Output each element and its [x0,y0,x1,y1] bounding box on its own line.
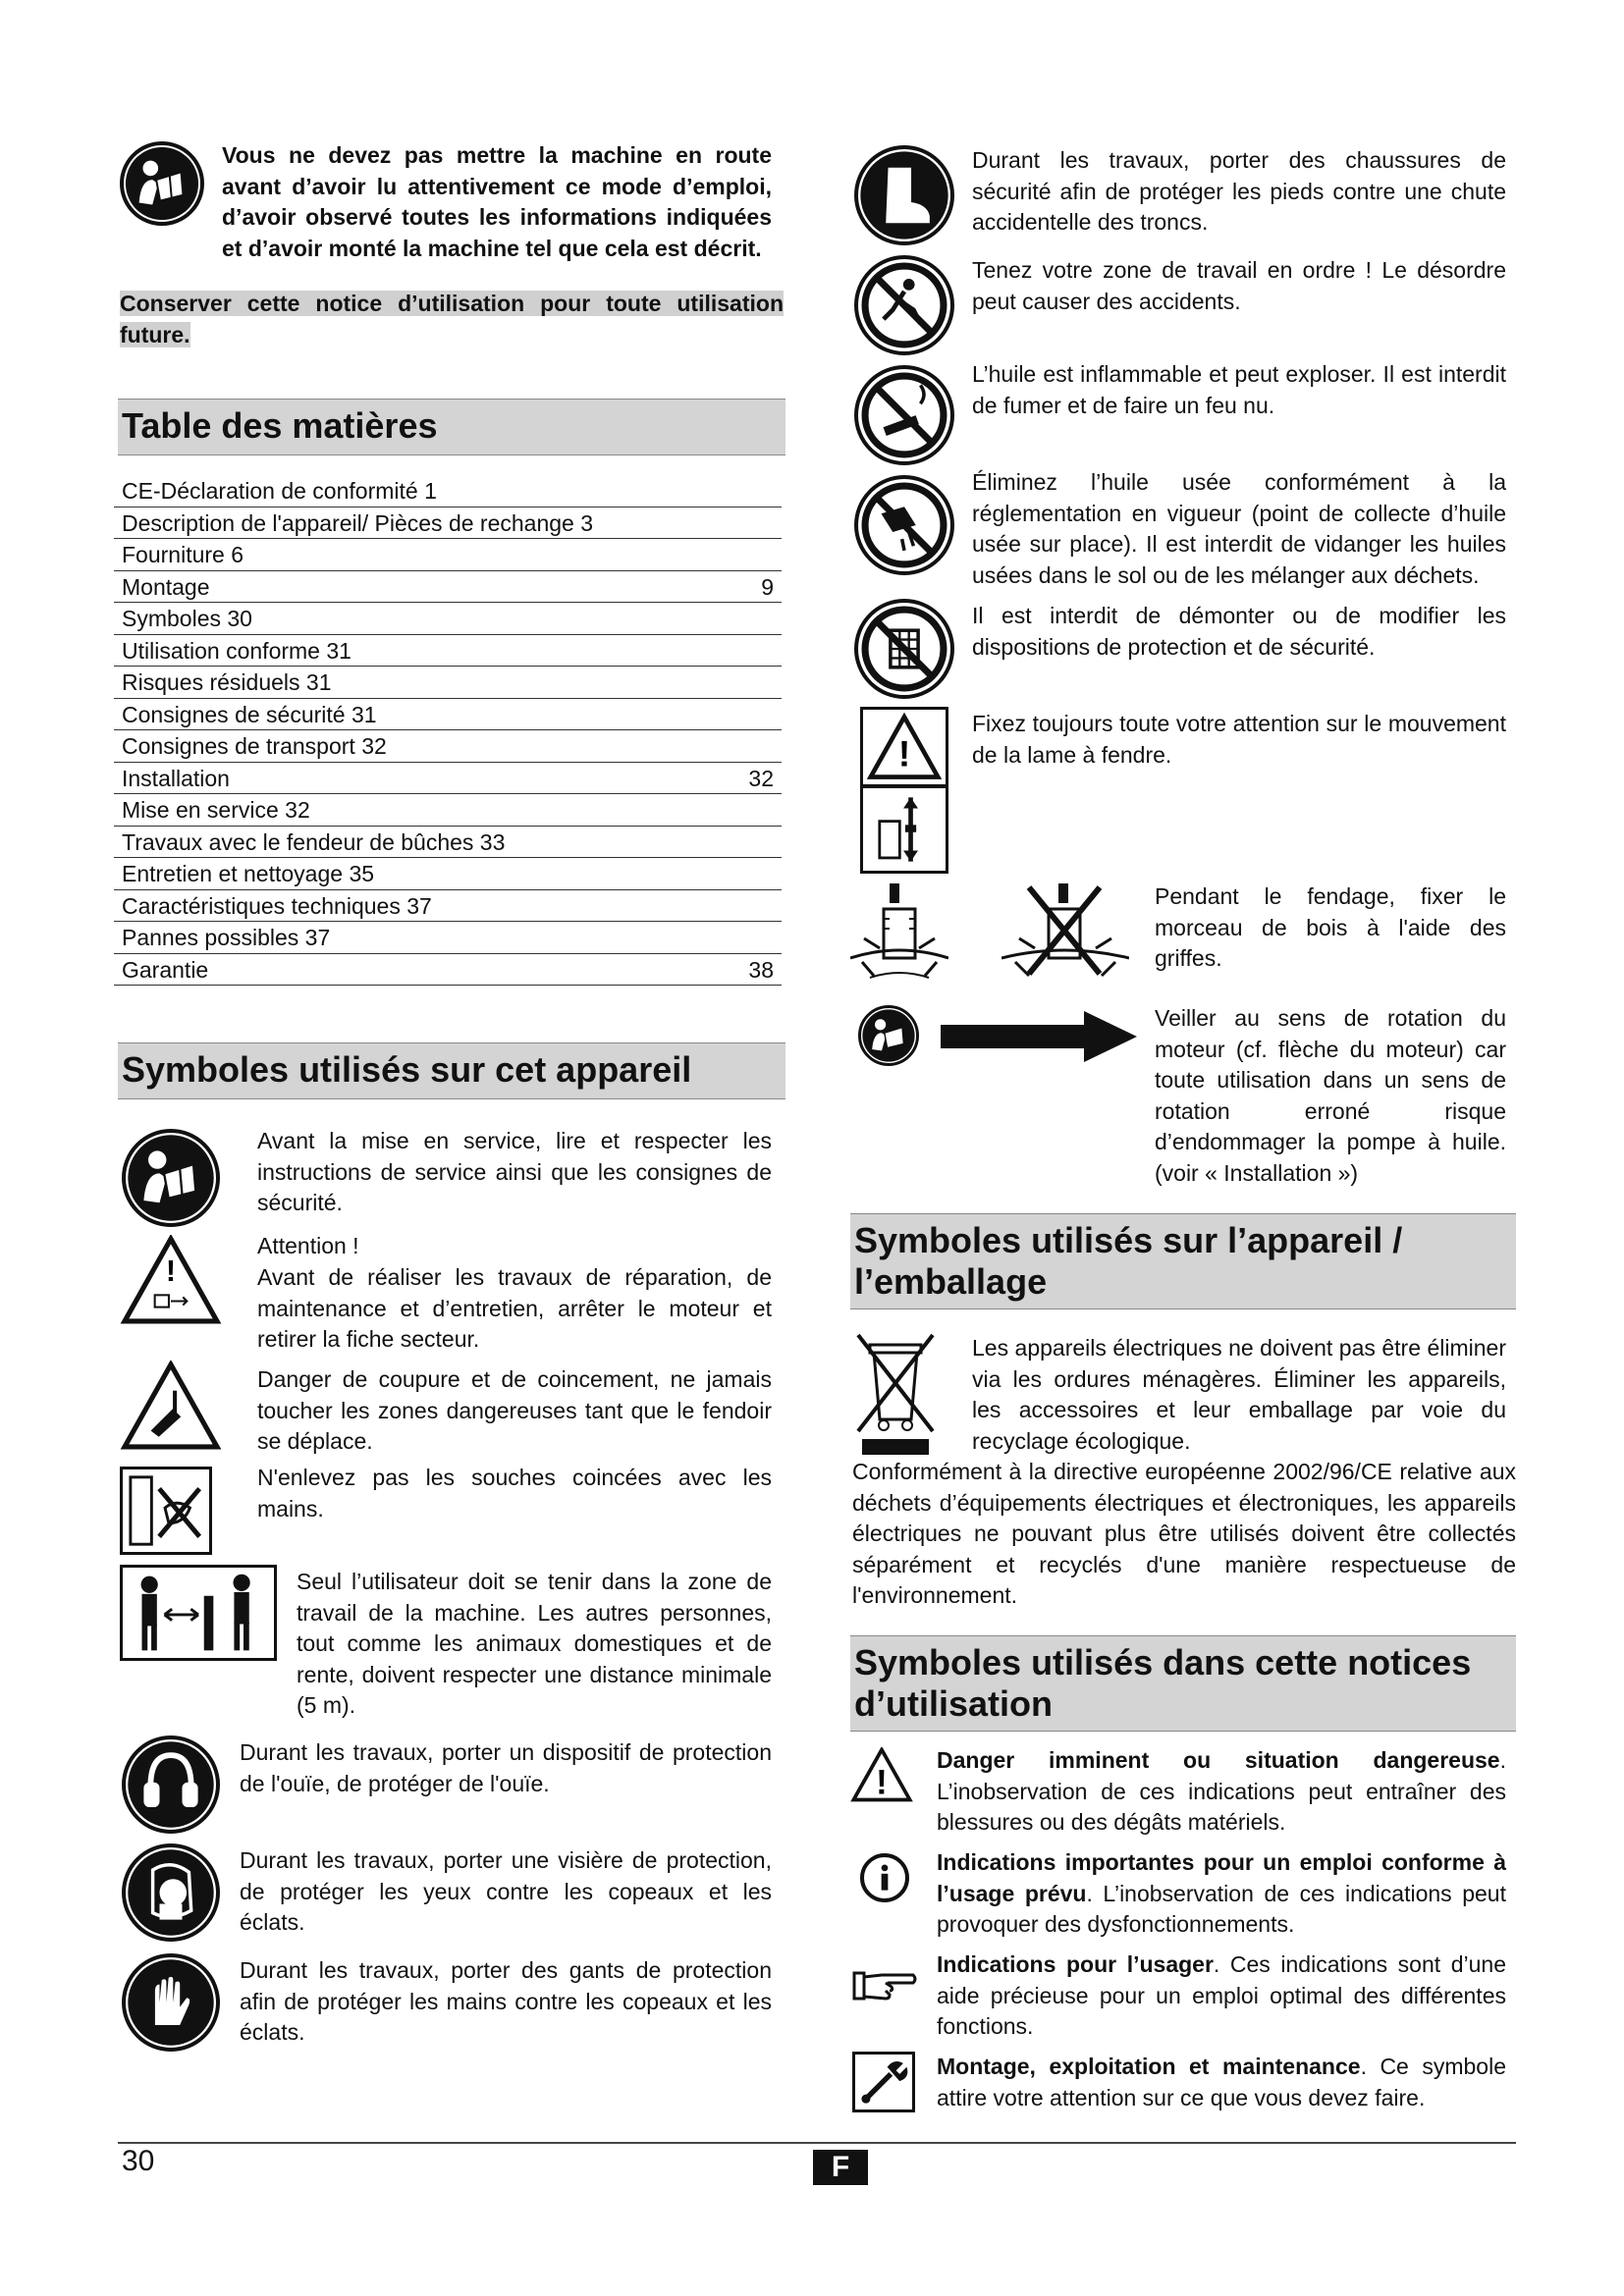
claws-correct-icon [850,880,948,988]
toc-row [114,827,782,859]
svg-text:!: ! [876,1763,888,1802]
toc-page: 32 [748,765,774,791]
svg-text:!: ! [165,1255,177,1289]
no-hands-stump-icon [120,1467,212,1555]
keep-notice [120,289,784,350]
toc-row [114,539,782,571]
danger-bold: Danger imminent ou situation dangereuse [937,1747,1500,1773]
claws-text: Pendant le fendage, fixer le morceau de bois à l'aide des griffes. [1155,883,1506,971]
svg-text:!: ! [897,732,911,774]
toc-row [114,475,782,507]
face-visor-icon [122,1843,220,1942]
assembly-text [937,2052,1506,2113]
toc-row [114,507,782,540]
symbols-device-title: Symboles utilisés sur cet appareil [118,1042,785,1099]
claws-wrong-icon [1001,880,1129,988]
toc-row [114,603,782,635]
toc-row [114,571,782,604]
oil-disposal-text: Éliminez l’huile usée conformément à la réglementation en vigueur (point de collecte d’huile usée sur place). Il est interdit de vidanger les huiles usées dans le sol ou de les mélanger aux déchets. [972,469,1506,588]
toc-label: Description de l'appareil/ Pièces de rechange 3 [122,509,594,536]
info-bold: Indications importantes pour un emploi conforme à l’usage prévu [937,1849,1506,1906]
cut-danger-text: Danger de coupure et de coincement, ne jamais toucher les zones dangereuses tant que le fendoir se déplace. [257,1366,772,1454]
toc-row [114,890,782,923]
toc-label: Consignes de transport 32 [122,733,387,759]
weee-bin-icon [852,1329,939,1457]
no-tripping-icon [854,255,954,355]
toc-label: Caractéristiques techniques 37 [122,892,432,919]
blade-warning-icon [860,707,948,787]
attention-title: Attention ! [257,1233,359,1258]
no-removing-guards-icon [854,599,954,699]
toc-label: Consignes de sécurité 31 [122,701,377,727]
visor-text: Durant les travaux, porter une visière de protection, de protéger les yeux contre les copeaux et les éclats. [240,1847,772,1935]
stumps-text: N'enlevez pas les souches coincées avec les mains. [257,1465,772,1522]
assembly-desc: . Ce symbole attire votre attention sur ce que vous devez faire. [937,2054,1506,2110]
order-text: Tenez votre zone de travail en ordre ! Le désordre peut causer des accidents. [972,257,1506,314]
read-manual-icon [120,141,204,226]
toc-row [114,635,782,667]
toc-page: 9 [761,573,774,600]
wrench-icon [852,2052,915,2112]
toc-row [114,763,782,795]
toc-row [114,730,782,763]
gloves-icon [122,1953,220,2052]
no-modify-text: Il est interdit de démonter ou de modifier les dispositions de protection et de sécurité. [972,603,1506,660]
toc-label: Pannes possibles 37 [122,925,331,950]
toc-label: Garantie [122,956,209,983]
weee-directive-text: Conformément à la directive européenne 2002/96/CE relative aux déchets d’équipements électriques et électroniques, les appareils électriques ne pouvant plus être utilisés doivent être collectés séparément et recyclés d'une manière respectueuse de l'environnement. [852,1459,1516,1608]
table-of-contents [114,475,782,986]
danger-text [937,1745,1506,1839]
keep-distance-icon [120,1565,277,1661]
toc-row [114,699,782,731]
toc-label: Installation [122,765,230,791]
language-badge: F [813,2150,868,2185]
toc-label: CE-Déclaration de conformité 1 [122,478,437,504]
cut-hazard-icon [120,1361,222,1451]
user-bold: Indications pour l’usager [937,1951,1214,1977]
toc-row [114,794,782,827]
no-smoking-icon [854,365,954,465]
safety-boots-icon [854,145,954,245]
intro-warning: Vous ne devez pas mettre la machine en route avant d’avoir lu attentivement ce mode d’emploi, d’avoir observé toutes les informations indiquées et d’avoir monté la machine tel que cela est décrit. [222,142,772,261]
attention-text: Avant de réaliser les travaux de réparation, de maintenance et d’entretien, arrêter le moteur et retirer la fiche secteur. [257,1264,772,1352]
page-number: 30 [122,2145,155,2177]
toc-label: Mise en service 32 [122,797,310,823]
info-icon [860,1853,909,1902]
keep-notice-text: Conserver cette notice d’utilisation pour toute utilisation future. [120,291,784,347]
info-text [937,1847,1506,1941]
blade-movement-icon [860,785,948,874]
toc-page: 38 [748,956,774,983]
toc-row [114,858,782,890]
warning-triangle-icon [120,1235,222,1325]
boots-text: Durant les travaux, porter des chaussures de sécurité afin de protéger les pieds contre une chute accidentelle des troncs. [972,147,1506,235]
rotation-arrow-icon [941,1011,1137,1062]
symbols-manual-title: Symboles utilisés dans cette notices d’utilisation [850,1635,1516,1732]
oil-fire-text: L’huile est inflammable et peut exploser. Il est interdit de fumer et de faire un feu nu. [972,361,1506,418]
toc-row [114,922,782,954]
no-oil-dumping-icon [854,475,954,575]
user-text [937,1949,1506,2043]
read-manual-text: Avant la mise en service, lire et respecter les instructions de service ainsi que les consignes de sécurité. [257,1128,772,1215]
toc-row [114,667,782,699]
read-manual-icon [858,1005,919,1066]
operator-zone-text: Seul l’utilisateur doit se tenir dans la zone de travail de la machine. Les autres personnes, tout comme les animaux domestiques et de rente, doivent respecter une distance minimale (5 m). [297,1569,772,1718]
danger-desc: . L’inobservation de ces indications peut entraîner des blessures ou des dégâts matériels. [937,1747,1506,1835]
rotation-text: Veiller au sens de rotation du moteur (cf. flèche du moteur) car toute utilisation dans un sens de rotation erroné risque d’endommager la pompe à huile. (voir « Installation ») [1155,1005,1506,1186]
footer-rule [118,2142,1516,2144]
read-manual-icon [122,1129,220,1227]
ear-protection-icon [122,1735,220,1834]
toc-label: Utilisation conforme 31 [122,637,352,664]
ear-protection-text: Durant les travaux, porter un dispositif de protection de l'ouïe, de protéger de l'ouïe. [240,1739,772,1796]
toc-label: Entretien et nettoyage 35 [122,861,375,886]
gloves-text: Durant les travaux, porter des gants de protection afin de protéger les mains contre les copeaux et les éclats. [240,1957,772,2045]
blade-attention-text: Fixez toujours toute votre attention sur le mouvement de la lame à fendre. [972,711,1506,768]
assembly-bold: Montage, exploitation et maintenance [937,2054,1361,2079]
toc-label: Fourniture 6 [122,542,244,567]
toc-title: Table des matières [118,399,785,455]
weee-icon-text: Les appareils électriques ne doivent pas être éliminer via les ordures ménagères. Éliminer les appareils, les accessoires et leur emballage par voie du recyclage écologique. [972,1335,1506,1454]
info-desc: . L’inobservation de ces indications peut provoquer des dysfonctionnements. [937,1880,1506,1937]
toc-row [114,954,782,987]
symbols-packaging-title: Symboles utilisés sur l’appareil / l’emballage [850,1213,1516,1309]
toc-label: Montage [122,573,210,600]
toc-label: Risques résiduels 31 [122,669,332,695]
toc-label: Travaux avec le fendeur de bûches 33 [122,828,506,855]
pointing-hand-icon [852,1965,917,2004]
danger-triangle-icon [850,1747,913,1802]
toc-label: Symboles 30 [122,606,252,631]
user-desc: . Ces indications sont d’une aide précieuse pour un emploi optimal des différentes fonctions. [937,1951,1507,2039]
